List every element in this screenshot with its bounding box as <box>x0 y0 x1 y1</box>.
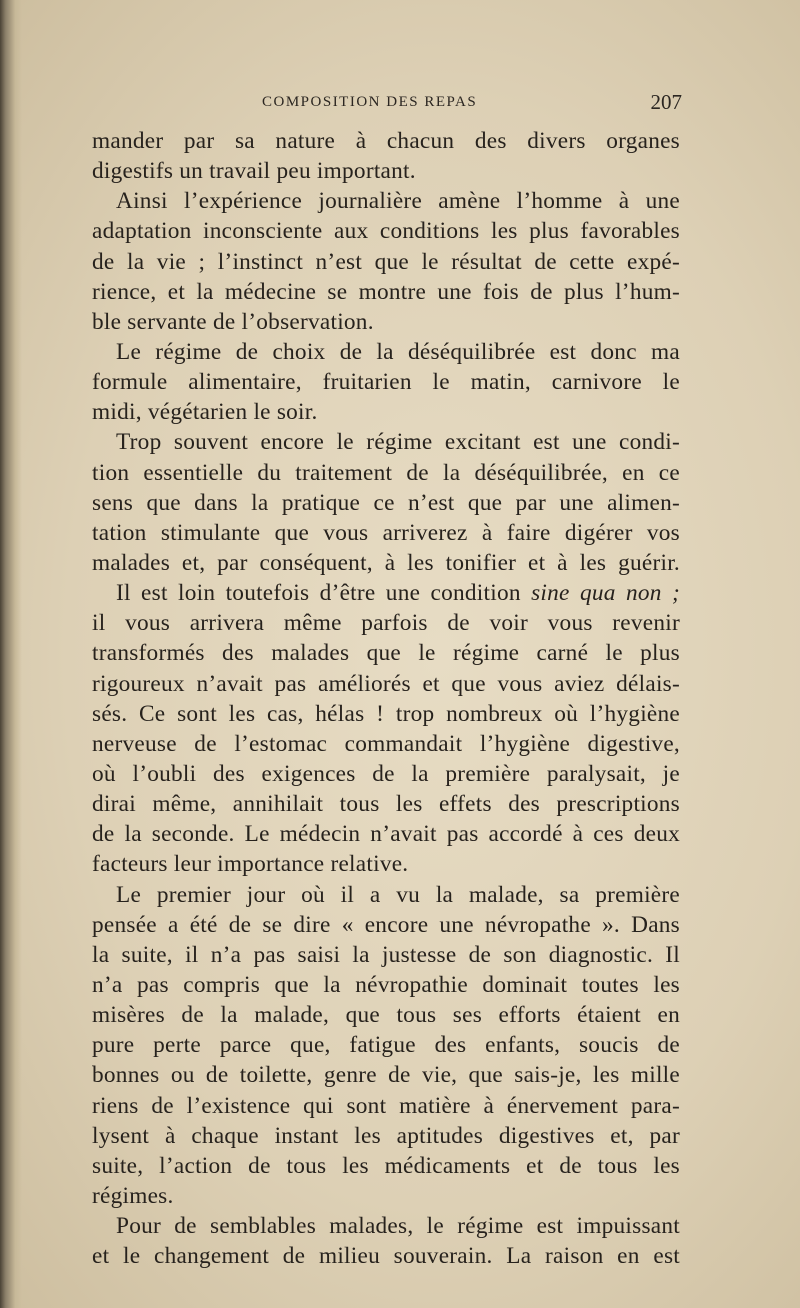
text-line: de la seconde. Le médecin n’avait pas accordé à ces deux <box>92 821 680 848</box>
text-line: riens de l’existence qui sont matière à énervement para- <box>92 1092 680 1119</box>
text-line: malades et, par conséquent, à les tonifier et à les guérir. <box>92 549 680 576</box>
page-binding-edge <box>0 0 22 1308</box>
text-line: misères de la malade, que tous ses efforts étaient en <box>92 1002 680 1029</box>
text-line: pensée a été de se dire « encore une névropathe ». Dans <box>92 911 680 938</box>
text-line: digestifs un travail peu important. <box>92 158 416 185</box>
text-line: où l’oubli des exigences de la première paralysait, je <box>92 760 680 787</box>
text-line: il vous arrivera même parfois de voir vous revenir <box>92 610 680 637</box>
text-line: tion essentielle du traitement de la déséquilibrée, en ce <box>92 459 680 486</box>
text-line: facteurs leur importance relative. <box>92 851 409 878</box>
text-line: rigoureux n’avait pas améliorés et que vous aviez délais- <box>92 670 680 697</box>
text-line: pure perte parce que, fatigue des enfants, soucis de <box>92 1032 680 1059</box>
text-line: Le premier jour où il a vu la malade, sa première <box>116 881 680 908</box>
text-line: transformés des malades que le régime carné le plus <box>92 640 680 667</box>
text-line: dirai même, annihilait tous les effets des prescriptions <box>92 791 680 818</box>
text-line: sens que dans la pratique ce n’est que par une alimen- <box>92 489 680 516</box>
text-line: suite, l’action de tous les médicaments et de tous les <box>92 1152 680 1179</box>
text-line: Pour de semblables malades, le régime est impuissant <box>116 1213 680 1240</box>
text-line: formule alimentaire, fruitarien le matin, carnivore le <box>92 369 680 396</box>
text-line: de la vie ; l’instinct n’est que le résultat de cette expé- <box>92 248 680 275</box>
text-line: et le changement de milieu souverain. La raison en est <box>92 1243 680 1270</box>
text-line: Ainsi l’expérience journalière amène l’homme à une <box>116 188 680 215</box>
text-line: mander par sa nature à chacun des divers organes <box>92 128 680 154</box>
text-line: lysent à chaque instant les aptitudes digestives et, par <box>92 1122 680 1149</box>
text-line: bonnes ou de toilette, genre de vie, que sais-je, les mille <box>92 1062 680 1089</box>
text-line <box>92 578 680 608</box>
text-line: sés. Ce sont les cas, hélas ! trop nombreux où l’hygiène <box>92 700 680 727</box>
body-text <box>92 126 680 1271</box>
text-line: la suite, il n’a pas saisi la justesse de son diagnostic. Il <box>92 941 680 968</box>
text-line: adaptation inconsciente aux conditions les plus favorables <box>92 218 680 245</box>
text-line: rience, et la médecine se montre une fois de plus l’hum- <box>92 278 680 305</box>
page-header <box>262 92 682 116</box>
page-number: 207 <box>650 90 682 114</box>
text-line: midi, végétarien le soir. <box>92 399 318 426</box>
text-line: Trop souvent encore le régime excitant est une condi- <box>116 429 680 456</box>
text-line: n’a pas compris que la névropathie dominait toutes les <box>92 971 680 998</box>
text-line: Le régime de choix de la déséquilibrée est donc ma <box>116 338 680 365</box>
text-line: ble servante de l’observation. <box>92 308 374 335</box>
italic-phrase: sine qua non ; <box>531 580 681 607</box>
text-line: régimes. <box>92 1182 174 1209</box>
running-title: COMPOSITION DES REPAS <box>262 94 478 110</box>
text-segment: Il est loin toutefois d’être une condition <box>116 580 521 607</box>
text-line: nerveuse de l’estomac commandait l’hygiène digestive, <box>92 730 680 757</box>
text-line: tation stimulante que vous arriverez à faire digérer vos <box>92 519 680 546</box>
